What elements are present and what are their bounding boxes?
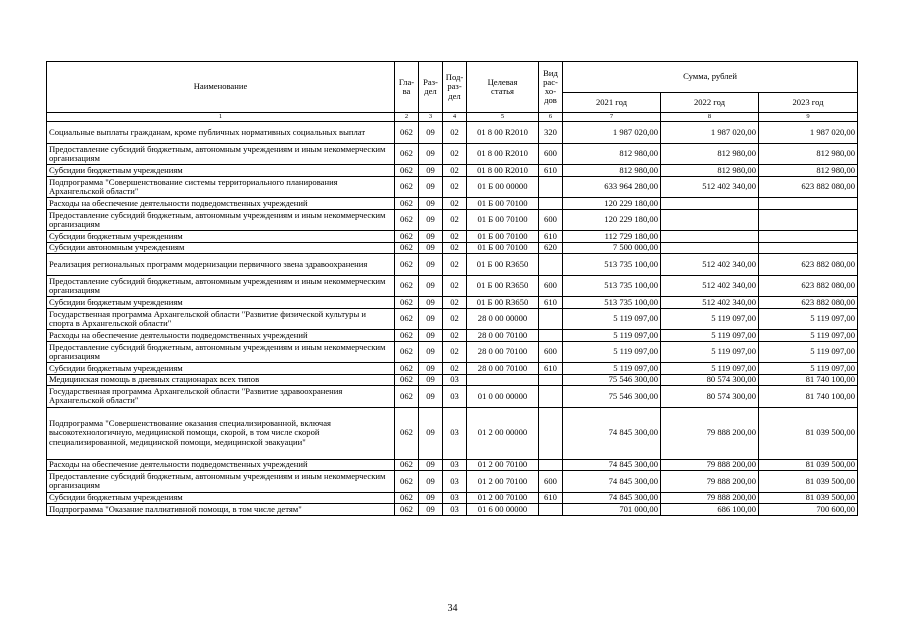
row-chapter-cell: 062 xyxy=(395,308,419,330)
row-chapter-cell: 062 xyxy=(395,363,419,375)
row-section-cell: 09 xyxy=(419,363,443,375)
row-amount-2023-cell: 700 600,00 xyxy=(759,504,858,516)
row-amount-2023-cell: 623 882 080,00 xyxy=(759,297,858,309)
row-chapter-cell: 062 xyxy=(395,492,419,504)
table-row xyxy=(47,143,858,165)
row-chapter-cell: 062 xyxy=(395,471,419,493)
header-target: Целевая статья xyxy=(467,62,539,113)
table-row xyxy=(47,504,858,516)
header-subsection: Под- раз- дел xyxy=(443,62,467,113)
row-amount-2021-cell: 701 000,00 xyxy=(563,504,661,516)
row-amount-2022-cell: 686 100,00 xyxy=(661,504,759,516)
row-amount-2021-cell: 633 964 280,00 xyxy=(563,176,661,198)
row-name-cell: Расходы на обеспечение деятельности подведомственных учреждений xyxy=(47,198,395,210)
row-amount-2021-cell: 812 980,00 xyxy=(563,165,661,177)
row-name-cell: Субсидии автономным учреждениям xyxy=(47,242,395,254)
row-target-cell: 01 8 00 R2010 xyxy=(467,122,539,144)
table-row xyxy=(47,471,858,493)
row-amount-2023-cell: 812 980,00 xyxy=(759,143,858,165)
row-subsection-cell: 03 xyxy=(443,374,467,386)
row-subsection-cell: 03 xyxy=(443,407,467,459)
row-section-cell: 09 xyxy=(419,254,443,276)
row-amount-2021-cell: 74 845 300,00 xyxy=(563,407,661,459)
row-target-cell: 28 0 00 00000 xyxy=(467,308,539,330)
table-row xyxy=(47,374,858,386)
row-amount-2022-cell: 812 980,00 xyxy=(661,165,759,177)
row-name-cell: Расходы на обеспечение деятельности подведомственных учреждений xyxy=(47,459,395,471)
row-name-cell: Государственная программа Архангельской области "Развитие физической культуры и спорта в Архангельской области" xyxy=(47,308,395,330)
row-amount-2021-cell: 513 735 100,00 xyxy=(563,254,661,276)
row-name-cell: Подпрограмма "Оказание паллиативной помощи, в том числе детям" xyxy=(47,504,395,516)
row-amount-2023-cell: 81 039 500,00 xyxy=(759,492,858,504)
row-amount-2022-cell: 512 402 340,00 xyxy=(661,176,759,198)
table-row xyxy=(47,330,858,342)
row-chapter-cell: 062 xyxy=(395,374,419,386)
table-row xyxy=(47,254,858,276)
table-row xyxy=(47,209,858,231)
row-target-cell: 28 0 00 70100 xyxy=(467,341,539,363)
column-number: 8 xyxy=(661,113,759,122)
row-name-cell: Медицинская помощь в дневных стационарах всех типов xyxy=(47,374,395,386)
row-amount-2021-cell: 74 845 300,00 xyxy=(563,492,661,504)
row-section-cell: 09 xyxy=(419,407,443,459)
row-type-cell: 610 xyxy=(539,492,563,504)
row-section-cell: 09 xyxy=(419,275,443,297)
row-target-cell: 28 0 00 70100 xyxy=(467,363,539,375)
page-number: 34 xyxy=(447,603,458,614)
row-type-cell xyxy=(539,407,563,459)
row-name-cell: Субсидии бюджетным учреждениям xyxy=(47,165,395,177)
row-chapter-cell: 062 xyxy=(395,504,419,516)
row-section-cell: 09 xyxy=(419,231,443,243)
table-row xyxy=(47,363,858,375)
row-chapter-cell: 062 xyxy=(395,297,419,309)
row-chapter-cell: 062 xyxy=(395,407,419,459)
row-subsection-cell: 03 xyxy=(443,471,467,493)
row-section-cell: 09 xyxy=(419,471,443,493)
row-subsection-cell: 02 xyxy=(443,143,467,165)
column-number: 9 xyxy=(759,113,858,122)
row-amount-2023-cell: 81 740 100,00 xyxy=(759,386,858,408)
column-number: 4 xyxy=(443,113,467,122)
row-amount-2023-cell: 81 039 500,00 xyxy=(759,459,858,471)
row-amount-2023-cell: 623 882 080,00 xyxy=(759,254,858,276)
row-amount-2022-cell: 79 888 200,00 xyxy=(661,407,759,459)
row-chapter-cell: 062 xyxy=(395,231,419,243)
row-name-cell: Предоставление субсидий бюджетным, автономным учреждениям и иным некоммерческим организациям xyxy=(47,143,395,165)
row-section-cell: 09 xyxy=(419,143,443,165)
row-amount-2021-cell: 112 729 180,00 xyxy=(563,231,661,243)
row-amount-2021-cell: 75 546 300,00 xyxy=(563,374,661,386)
row-amount-2023-cell: 5 119 097,00 xyxy=(759,308,858,330)
row-subsection-cell: 02 xyxy=(443,176,467,198)
row-target-cell: 01 Б 00 00000 xyxy=(467,176,539,198)
header-chapter: Гла- ва xyxy=(395,62,419,113)
table-row xyxy=(47,341,858,363)
row-subsection-cell: 03 xyxy=(443,492,467,504)
row-subsection-cell: 03 xyxy=(443,504,467,516)
row-amount-2022-cell: 512 402 340,00 xyxy=(661,254,759,276)
row-chapter-cell: 062 xyxy=(395,122,419,144)
row-subsection-cell: 03 xyxy=(443,459,467,471)
row-type-cell xyxy=(539,386,563,408)
row-name-cell: Реализация региональных программ модернизации первичного звена здравоохранения xyxy=(47,254,395,276)
row-amount-2022-cell: 79 888 200,00 xyxy=(661,459,759,471)
row-amount-2023-cell: 1 987 020,00 xyxy=(759,122,858,144)
row-name-cell: Подпрограмма "Совершенствование оказания специализированной, включая высокотехнологичную, медицинской помощи, скорой, в том числе скорой специализированной, медицинской помощи, медицинской эвакуации" xyxy=(47,407,395,459)
header-sum: Сумма, рублей xyxy=(563,62,858,93)
row-chapter-cell: 062 xyxy=(395,330,419,342)
row-amount-2022-cell: 512 402 340,00 xyxy=(661,297,759,309)
row-amount-2022-cell: 80 574 300,00 xyxy=(661,374,759,386)
row-amount-2022-cell: 79 888 200,00 xyxy=(661,492,759,504)
row-type-cell: 600 xyxy=(539,209,563,231)
column-number: 1 xyxy=(47,113,395,122)
header-type: Вид рас- хо- дов xyxy=(539,62,563,113)
row-name-cell: Предоставление субсидий бюджетным, автономным учреждениям и иным некоммерческим организациям xyxy=(47,275,395,297)
row-amount-2022-cell: 1 987 020,00 xyxy=(661,122,759,144)
row-chapter-cell: 062 xyxy=(395,254,419,276)
row-amount-2021-cell: 812 980,00 xyxy=(563,143,661,165)
row-amount-2022-cell xyxy=(661,231,759,243)
row-subsection-cell: 02 xyxy=(443,330,467,342)
row-type-cell xyxy=(539,254,563,276)
row-name-cell: Подпрограмма "Совершенствование системы территориального планирования Архангельской области" xyxy=(47,176,395,198)
row-target-cell: 01 Б 00 R3650 xyxy=(467,254,539,276)
row-amount-2021-cell: 75 546 300,00 xyxy=(563,386,661,408)
row-target-cell: 01 2 00 70100 xyxy=(467,459,539,471)
row-target-cell: 01 2 00 70100 xyxy=(467,492,539,504)
row-target-cell: 01 6 00 00000 xyxy=(467,504,539,516)
row-amount-2021-cell: 7 500 000,00 xyxy=(563,242,661,254)
row-amount-2022-cell: 5 119 097,00 xyxy=(661,308,759,330)
row-section-cell: 09 xyxy=(419,165,443,177)
row-section-cell: 09 xyxy=(419,492,443,504)
row-type-cell: 610 xyxy=(539,363,563,375)
row-type-cell xyxy=(539,198,563,210)
row-amount-2023-cell: 812 980,00 xyxy=(759,165,858,177)
row-section-cell: 09 xyxy=(419,308,443,330)
row-amount-2023-cell: 81 039 500,00 xyxy=(759,471,858,493)
table-row xyxy=(47,275,858,297)
header-name: Наименование xyxy=(47,62,395,113)
row-amount-2022-cell: 80 574 300,00 xyxy=(661,386,759,408)
row-target-cell: 01 8 00 R2010 xyxy=(467,143,539,165)
row-amount-2023-cell: 81 740 100,00 xyxy=(759,374,858,386)
row-chapter-cell: 062 xyxy=(395,165,419,177)
row-target-cell: 01 Б 00 70100 xyxy=(467,209,539,231)
row-section-cell: 09 xyxy=(419,209,443,231)
row-amount-2021-cell: 513 735 100,00 xyxy=(563,297,661,309)
row-amount-2021-cell: 1 987 020,00 xyxy=(563,122,661,144)
table-row xyxy=(47,492,858,504)
row-amount-2022-cell: 5 119 097,00 xyxy=(661,341,759,363)
row-section-cell: 09 xyxy=(419,176,443,198)
column-numbers-row xyxy=(47,113,858,122)
row-chapter-cell: 062 xyxy=(395,459,419,471)
row-amount-2023-cell xyxy=(759,198,858,210)
row-subsection-cell: 02 xyxy=(443,231,467,243)
row-amount-2022-cell xyxy=(661,242,759,254)
row-subsection-cell: 02 xyxy=(443,308,467,330)
row-amount-2021-cell: 513 735 100,00 xyxy=(563,275,661,297)
row-name-cell: Субсидии бюджетным учреждениям xyxy=(47,297,395,309)
table-body xyxy=(47,122,858,516)
row-amount-2021-cell: 120 229 180,00 xyxy=(563,209,661,231)
row-amount-2023-cell: 81 039 500,00 xyxy=(759,407,858,459)
row-amount-2021-cell: 74 845 300,00 xyxy=(563,471,661,493)
row-subsection-cell: 02 xyxy=(443,254,467,276)
row-subsection-cell: 02 xyxy=(443,363,467,375)
row-amount-2021-cell: 5 119 097,00 xyxy=(563,330,661,342)
row-amount-2023-cell xyxy=(759,209,858,231)
row-type-cell: 610 xyxy=(539,297,563,309)
table-row xyxy=(47,231,858,243)
row-type-cell: 320 xyxy=(539,122,563,144)
row-target-cell: 01 Б 00 R3650 xyxy=(467,275,539,297)
row-name-cell: Социальные выплаты гражданам, кроме публичных нормативных социальных выплат xyxy=(47,122,395,144)
row-subsection-cell: 02 xyxy=(443,209,467,231)
table-row xyxy=(47,242,858,254)
column-number: 7 xyxy=(563,113,661,122)
row-amount-2021-cell: 5 119 097,00 xyxy=(563,308,661,330)
row-subsection-cell: 02 xyxy=(443,198,467,210)
row-amount-2023-cell: 5 119 097,00 xyxy=(759,341,858,363)
row-type-cell xyxy=(539,330,563,342)
column-number: 3 xyxy=(419,113,443,122)
row-name-cell: Субсидии бюджетным учреждениям xyxy=(47,492,395,504)
row-type-cell: 610 xyxy=(539,231,563,243)
row-amount-2023-cell: 5 119 097,00 xyxy=(759,363,858,375)
row-target-cell: 01 2 00 00000 xyxy=(467,407,539,459)
row-subsection-cell: 02 xyxy=(443,275,467,297)
row-name-cell: Субсидии бюджетным учреждениям xyxy=(47,231,395,243)
row-target-cell: 01 2 00 70100 xyxy=(467,471,539,493)
row-section-cell: 09 xyxy=(419,122,443,144)
row-chapter-cell: 062 xyxy=(395,176,419,198)
row-section-cell: 09 xyxy=(419,341,443,363)
row-name-cell: Субсидии бюджетным учреждениям xyxy=(47,363,395,375)
row-amount-2022-cell: 5 119 097,00 xyxy=(661,363,759,375)
header-year-2021: 2021 год xyxy=(563,93,661,113)
row-section-cell: 09 xyxy=(419,198,443,210)
row-type-cell xyxy=(539,459,563,471)
row-target-cell: 28 0 00 70100 xyxy=(467,330,539,342)
row-chapter-cell: 062 xyxy=(395,275,419,297)
table-row xyxy=(47,122,858,144)
row-type-cell xyxy=(539,176,563,198)
table-header xyxy=(47,62,858,122)
row-target-cell: 01 Б 00 R3650 xyxy=(467,297,539,309)
row-amount-2023-cell: 5 119 097,00 xyxy=(759,330,858,342)
row-chapter-cell: 062 xyxy=(395,143,419,165)
row-name-cell: Государственная программа Архангельской области "Развитие здравоохранения Архангельской области" xyxy=(47,386,395,408)
row-subsection-cell: 02 xyxy=(443,242,467,254)
row-amount-2023-cell xyxy=(759,242,858,254)
row-subsection-cell: 02 xyxy=(443,122,467,144)
column-number: 2 xyxy=(395,113,419,122)
row-name-cell: Предоставление субсидий бюджетным, автономным учреждениям и иным некоммерческим организациям xyxy=(47,341,395,363)
row-chapter-cell: 062 xyxy=(395,198,419,210)
row-type-cell: 620 xyxy=(539,242,563,254)
row-amount-2022-cell xyxy=(661,198,759,210)
row-amount-2022-cell: 512 402 340,00 xyxy=(661,275,759,297)
row-type-cell: 610 xyxy=(539,165,563,177)
row-target-cell: 01 8 00 R2010 xyxy=(467,165,539,177)
row-target-cell xyxy=(467,374,539,386)
table-row xyxy=(47,407,858,459)
table-row xyxy=(47,308,858,330)
row-amount-2023-cell: 623 882 080,00 xyxy=(759,275,858,297)
row-chapter-cell: 062 xyxy=(395,341,419,363)
row-section-cell: 09 xyxy=(419,297,443,309)
budget-table xyxy=(46,61,858,516)
row-subsection-cell: 02 xyxy=(443,341,467,363)
row-target-cell: 01 0 00 00000 xyxy=(467,386,539,408)
table-row xyxy=(47,198,858,210)
row-target-cell: 01 Б 00 70100 xyxy=(467,198,539,210)
table-row xyxy=(47,386,858,408)
row-type-cell: 600 xyxy=(539,275,563,297)
row-section-cell: 09 xyxy=(419,330,443,342)
row-amount-2022-cell xyxy=(661,209,759,231)
row-subsection-cell: 02 xyxy=(443,165,467,177)
row-chapter-cell: 062 xyxy=(395,386,419,408)
row-type-cell xyxy=(539,504,563,516)
row-type-cell: 600 xyxy=(539,143,563,165)
header-year-2022: 2022 год xyxy=(661,93,759,113)
header-year-2023: 2023 год xyxy=(759,93,858,113)
row-amount-2022-cell: 79 888 200,00 xyxy=(661,471,759,493)
row-name-cell: Предоставление субсидий бюджетным, автономным учреждениям и иным некоммерческим организациям xyxy=(47,471,395,493)
row-amount-2021-cell: 5 119 097,00 xyxy=(563,363,661,375)
row-target-cell: 01 Б 00 70100 xyxy=(467,231,539,243)
row-name-cell: Расходы на обеспечение деятельности подведомственных учреждений xyxy=(47,330,395,342)
row-section-cell: 09 xyxy=(419,459,443,471)
table-row xyxy=(47,297,858,309)
row-amount-2023-cell: 623 882 080,00 xyxy=(759,176,858,198)
header-section: Раз- дел xyxy=(419,62,443,113)
row-name-cell: Предоставление субсидий бюджетным, автономным учреждениям и иным некоммерческим организациям xyxy=(47,209,395,231)
table-row xyxy=(47,459,858,471)
table-row xyxy=(47,176,858,198)
column-number: 6 xyxy=(539,113,563,122)
row-amount-2022-cell: 5 119 097,00 xyxy=(661,330,759,342)
row-subsection-cell: 03 xyxy=(443,386,467,408)
row-amount-2021-cell: 74 845 300,00 xyxy=(563,459,661,471)
row-amount-2023-cell xyxy=(759,231,858,243)
row-amount-2021-cell: 120 229 180,00 xyxy=(563,198,661,210)
row-amount-2022-cell: 812 980,00 xyxy=(661,143,759,165)
row-type-cell: 600 xyxy=(539,341,563,363)
row-section-cell: 09 xyxy=(419,242,443,254)
row-type-cell xyxy=(539,374,563,386)
table-row xyxy=(47,165,858,177)
row-chapter-cell: 062 xyxy=(395,209,419,231)
row-section-cell: 09 xyxy=(419,504,443,516)
row-amount-2021-cell: 5 119 097,00 xyxy=(563,341,661,363)
row-section-cell: 09 xyxy=(419,374,443,386)
row-subsection-cell: 02 xyxy=(443,297,467,309)
column-number: 5 xyxy=(467,113,539,122)
row-chapter-cell: 062 xyxy=(395,242,419,254)
row-type-cell: 600 xyxy=(539,471,563,493)
row-section-cell: 09 xyxy=(419,386,443,408)
row-type-cell xyxy=(539,308,563,330)
row-target-cell: 01 Б 00 70100 xyxy=(467,242,539,254)
